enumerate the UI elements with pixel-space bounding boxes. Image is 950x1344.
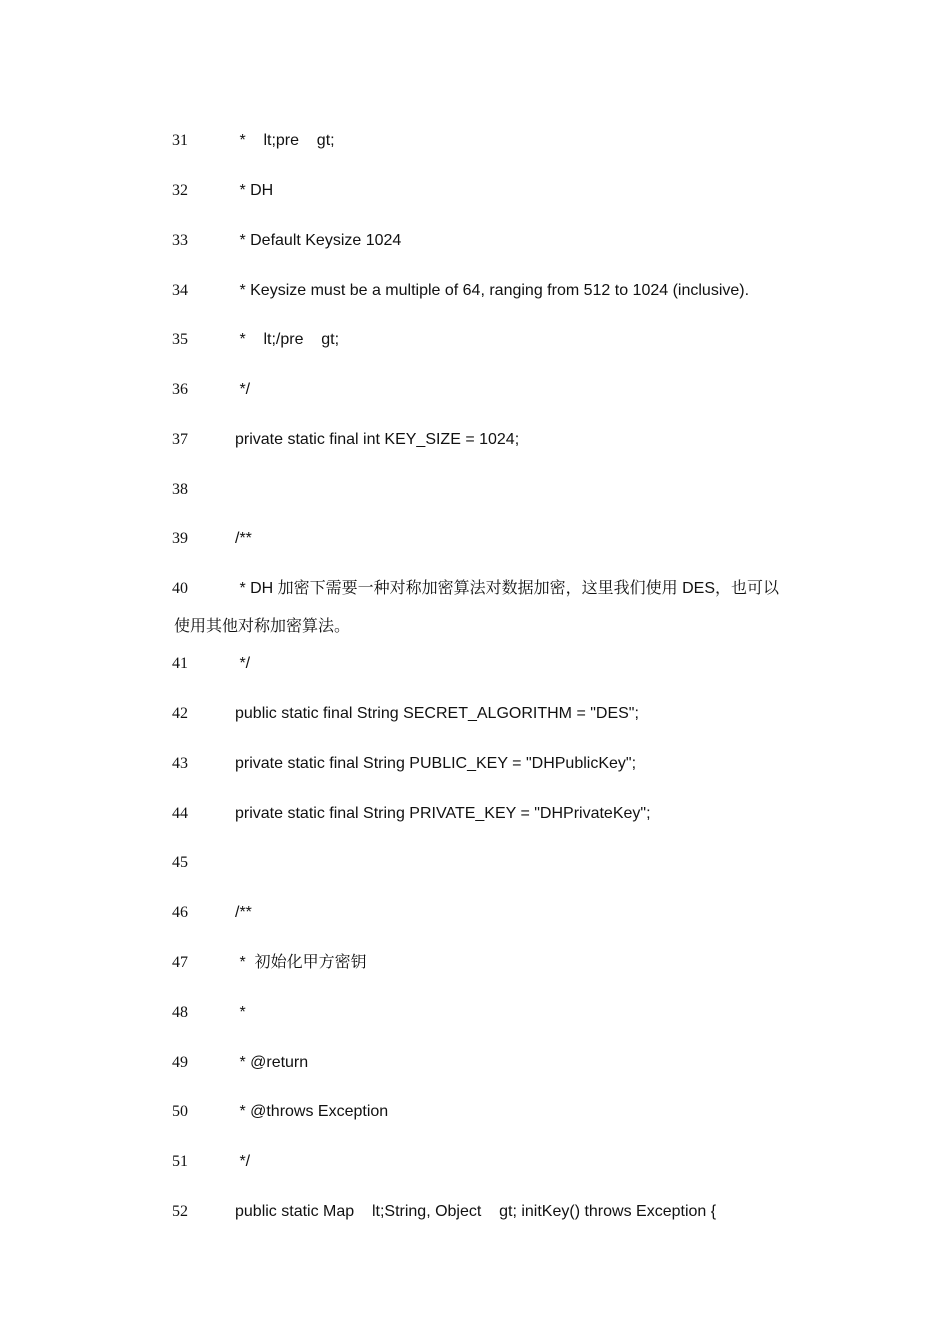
code-line-37 [0,425,950,455]
line-number: 32 [172,182,188,199]
line-number: 44 [172,805,188,822]
line-number: 38 [172,481,188,498]
line-text: * DH [235,182,274,199]
code-line-50 [0,1097,950,1127]
code-line-52 [0,1197,950,1227]
line-text: * @throws Exception [235,1103,389,1120]
line-number: 40 [172,580,188,597]
line-number: 39 [172,530,188,547]
code-line-33 [0,226,950,256]
line-text: /** [235,904,252,921]
line-number: 48 [172,1004,188,1021]
line-text: * DH 加密下需要一种对称加密算法对数据加密，这里我们使用 DES，也可以 [235,580,780,597]
code-line-38 [0,475,950,505]
line-text: public static final String SECRET_ALGORITHM = "DES"; [235,705,639,722]
code-line-48 [0,998,950,1028]
code-line-42 [0,699,950,729]
line-text: private static final int KEY_SIZE = 1024; [235,431,520,448]
code-line-34 [0,276,950,306]
line-text: * Default Keysize 1024 [235,232,402,249]
code-line-45 [0,848,950,878]
line-text: * 初始化甲方密钥 [235,954,367,971]
line-number: 37 [172,431,188,448]
line-number: 51 [172,1153,188,1170]
line-number: 34 [172,282,188,299]
line-text: * @return [235,1054,309,1071]
line-text: * lt;pre gt; [235,132,335,149]
line-text: * [235,1004,246,1021]
line-number: 35 [172,331,188,348]
line-number: 45 [172,854,188,871]
code-line-41 [0,649,950,679]
code-line-40 [0,574,950,604]
line-number: 50 [172,1103,188,1120]
line-text: private static final String PRIVATE_KEY = "DHPrivateKey"; [235,805,651,822]
line-text: * Keysize must be a multiple of 64, ranging from 512 to 1024 (inclusive). [235,282,750,299]
line-number: 47 [172,954,188,971]
code-line-40-continuation: 使用其他对称加密算法。 [174,616,351,635]
code-line-36 [0,375,950,405]
line-number: 46 [172,904,188,921]
line-text: public static Map lt;String, Object gt; initKey() throws Exception { [235,1203,717,1220]
code-line-46 [0,898,950,928]
line-number: 41 [172,655,188,672]
line-text: * lt;/pre gt; [235,331,340,348]
code-line-32 [0,176,950,206]
code-line-44 [0,799,950,829]
code-line-43 [0,749,950,779]
code-line-49 [0,1048,950,1078]
code-line-51 [0,1147,950,1177]
line-number: 31 [172,132,188,149]
code-line-35 [0,325,950,355]
line-number: 43 [172,755,188,772]
line-number: 36 [172,381,188,398]
line-number: 49 [172,1054,188,1071]
code-line-39 [0,524,950,554]
line-text: */ [235,381,251,398]
line-text: */ [235,655,251,672]
line-text: */ [235,1153,251,1170]
line-text: private static final String PUBLIC_KEY = "DHPublicKey"; [235,755,637,772]
line-number: 52 [172,1203,188,1220]
line-text: /** [235,530,252,547]
code-line-47 [0,948,950,978]
code-line-31 [0,126,950,156]
line-number: 42 [172,705,188,722]
line-number: 33 [172,232,188,249]
